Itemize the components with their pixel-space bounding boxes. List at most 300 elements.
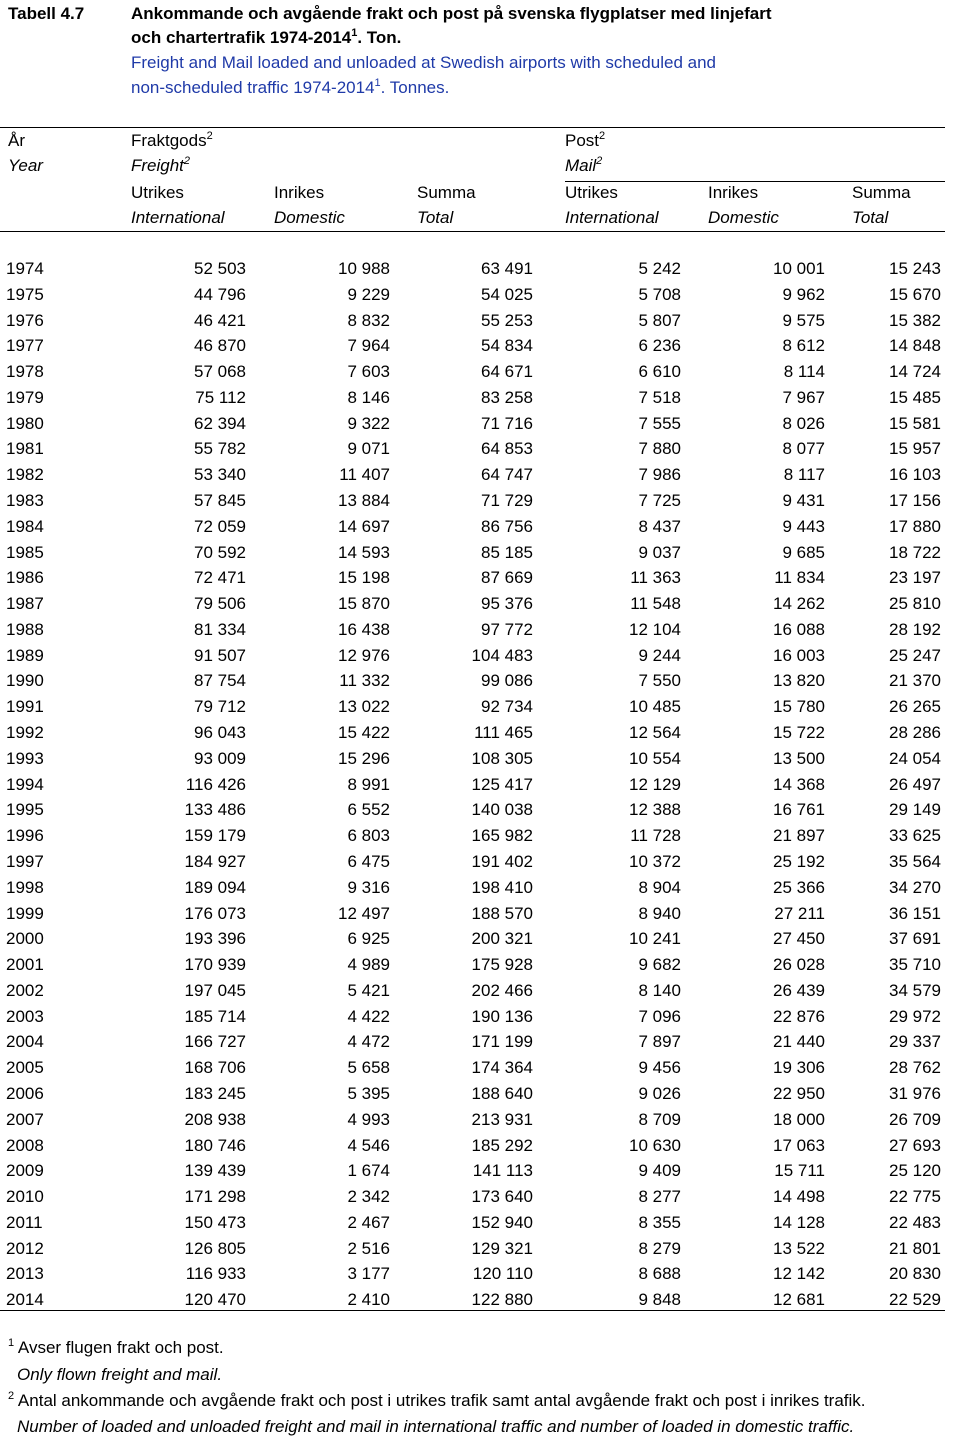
freight-international-cell: 57 845 bbox=[194, 491, 246, 511]
mail-international-cell: 12 564 bbox=[629, 723, 681, 743]
mail-international-cell: 8 437 bbox=[638, 516, 681, 536]
freight-total-cell: 174 364 bbox=[471, 1058, 533, 1078]
year-cell: 1974 bbox=[6, 259, 44, 278]
freight-international-cell: 189 094 bbox=[184, 877, 246, 897]
year-cell: 1986 bbox=[6, 568, 44, 588]
freight-international-cell: 93 009 bbox=[194, 748, 246, 768]
mail-international-cell: 5 708 bbox=[638, 284, 681, 304]
mail-international-cell: 9 244 bbox=[638, 645, 681, 665]
mail-total-cell: 14 848 bbox=[889, 336, 941, 356]
table-row bbox=[0, 720, 960, 746]
mail-total-cell: 21 370 bbox=[889, 671, 941, 691]
freight-total-cell: 188 640 bbox=[471, 1083, 533, 1103]
mail-international-cell: 9 026 bbox=[638, 1083, 681, 1103]
freight-international-cell: 79 712 bbox=[194, 697, 246, 717]
mail-total-cell: 35 710 bbox=[889, 955, 941, 975]
table-row bbox=[0, 926, 960, 952]
year-cell: 2006 bbox=[6, 1083, 44, 1103]
year-cell: 1995 bbox=[6, 800, 44, 820]
freight-domestic-cell: 13 884 bbox=[338, 491, 390, 511]
table-bottom-rule bbox=[0, 1310, 945, 1311]
year-header-english: Year bbox=[8, 156, 43, 175]
freight-domestic-cell: 5 658 bbox=[347, 1058, 390, 1078]
mail-domestic-cell: 7 967 bbox=[782, 387, 825, 407]
freight-international-cell: 91 507 bbox=[194, 645, 246, 665]
year-cell: 2001 bbox=[6, 955, 44, 975]
mail-domestic-cell: 21 440 bbox=[773, 1032, 825, 1052]
freight-total-cell: 71 716 bbox=[481, 413, 533, 433]
freight-total-cell: 125 417 bbox=[471, 774, 533, 794]
table-row bbox=[0, 617, 960, 643]
sub-header-freight-international-en: International bbox=[131, 208, 225, 227]
mail-total-cell: 28 286 bbox=[889, 723, 941, 743]
freight-domestic-cell: 8 832 bbox=[347, 310, 390, 330]
freight-domestic-cell: 8 991 bbox=[347, 774, 390, 794]
freight-domestic-cell: 3 177 bbox=[347, 1264, 390, 1284]
year-cell: 2008 bbox=[6, 1135, 44, 1155]
freight-international-cell: 168 706 bbox=[184, 1058, 246, 1078]
sub-header-freight-domestic-en: Domestic bbox=[274, 208, 345, 227]
freight-international-cell: 150 473 bbox=[184, 1212, 246, 1232]
mail-total-cell: 26 265 bbox=[889, 697, 941, 717]
sub-header-freight-international-sv: Utrikes bbox=[131, 183, 184, 202]
freight-international-cell: 87 754 bbox=[194, 671, 246, 691]
mail-international-cell: 8 904 bbox=[638, 877, 681, 897]
year-cell: 1999 bbox=[6, 903, 44, 923]
mail-domestic-cell: 17 063 bbox=[773, 1135, 825, 1155]
mail-domestic-cell: 12 142 bbox=[773, 1264, 825, 1284]
table-row bbox=[0, 746, 960, 772]
mail-total-cell: 15 485 bbox=[889, 387, 941, 407]
freight-total-cell: 202 466 bbox=[471, 980, 533, 1000]
header-bottom-rule bbox=[0, 231, 945, 232]
year-cell: 1991 bbox=[6, 697, 44, 717]
year-cell: 1987 bbox=[6, 594, 44, 614]
freight-international-cell: 180 746 bbox=[184, 1135, 246, 1155]
mail-international-cell: 10 630 bbox=[629, 1135, 681, 1155]
freight-international-cell: 197 045 bbox=[184, 980, 246, 1000]
year-cell: 2007 bbox=[6, 1109, 44, 1129]
freight-international-cell: 46 870 bbox=[194, 336, 246, 356]
freight-domestic-cell: 6 803 bbox=[347, 826, 390, 846]
mail-domestic-cell: 10 001 bbox=[773, 259, 825, 278]
mail-international-cell: 7 986 bbox=[638, 465, 681, 485]
year-cell: 2011 bbox=[6, 1212, 43, 1232]
freight-total-cell: 97 772 bbox=[481, 619, 533, 639]
mail-total-cell: 28 192 bbox=[889, 619, 941, 639]
freight-total-cell: 200 321 bbox=[471, 929, 533, 949]
year-cell: 2010 bbox=[6, 1187, 44, 1207]
footnote-2-swedish: $^2$ Antal ankommande och avgående frakt och post i utrikes trafik samt antal avgående frakt och post i inrikes trafik. bbox=[8, 1390, 866, 1410]
year-cell: 2013 bbox=[6, 1264, 44, 1284]
mail-international-cell: 6 236 bbox=[638, 336, 681, 356]
year-cell: 1996 bbox=[6, 826, 44, 846]
title-swedish-line-1: Ankommande och avgående frakt och post på svenska flygplatser med linjefart bbox=[131, 4, 772, 23]
table-row bbox=[0, 462, 960, 488]
mail-total-cell: 17 880 bbox=[889, 516, 941, 536]
table-row bbox=[0, 1236, 960, 1262]
mail-international-cell: 9 409 bbox=[638, 1161, 681, 1181]
table-row bbox=[0, 385, 960, 411]
year-cell: 1983 bbox=[6, 491, 44, 511]
mail-total-cell: 36 151 bbox=[889, 903, 941, 923]
table-row bbox=[0, 1261, 960, 1287]
freight-domestic-cell: 6 475 bbox=[347, 851, 390, 871]
mail-domestic-cell: 19 306 bbox=[773, 1058, 825, 1078]
year-cell: 1985 bbox=[6, 542, 44, 562]
year-cell: 1988 bbox=[6, 619, 44, 639]
mail-domestic-cell: 9 431 bbox=[782, 491, 825, 511]
mail-header-english: Mail$^2$ bbox=[565, 155, 603, 175]
freight-international-cell: 159 179 bbox=[184, 826, 246, 846]
mail-international-cell: 8 688 bbox=[638, 1264, 681, 1284]
mail-total-cell: 23 197 bbox=[889, 568, 941, 588]
table-row bbox=[0, 1029, 960, 1055]
freight-total-cell: 64 671 bbox=[481, 362, 533, 382]
freight-domestic-cell: 4 422 bbox=[347, 1006, 390, 1026]
freight-international-cell: 62 394 bbox=[194, 413, 246, 433]
mail-domestic-cell: 8 114 bbox=[783, 362, 825, 382]
mail-total-cell: 15 670 bbox=[889, 284, 941, 304]
freight-international-cell: 116 933 bbox=[185, 1264, 246, 1284]
mail-international-cell: 5 807 bbox=[638, 310, 681, 330]
freight-domestic-cell: 2 516 bbox=[347, 1238, 390, 1258]
mail-domestic-cell: 8 026 bbox=[782, 413, 825, 433]
table-row bbox=[0, 772, 960, 798]
mail-international-cell: 8 140 bbox=[638, 980, 681, 1000]
mail-domestic-cell: 14 498 bbox=[773, 1187, 825, 1207]
mail-international-cell: 7 555 bbox=[638, 413, 681, 433]
mail-domestic-cell: 9 962 bbox=[782, 284, 825, 304]
freight-header-english: Freight$^2$ bbox=[131, 155, 191, 175]
freight-international-cell: 120 470 bbox=[184, 1290, 246, 1310]
table-label: Tabell 4.7 bbox=[8, 4, 85, 23]
freight-domestic-cell: 6 925 bbox=[347, 929, 390, 949]
year-cell: 1975 bbox=[6, 284, 44, 304]
freight-total-cell: 108 305 bbox=[471, 748, 533, 768]
mail-total-cell: 37 691 bbox=[889, 929, 941, 949]
table-row bbox=[0, 308, 960, 334]
mail-international-cell: 10 372 bbox=[629, 851, 681, 871]
mail-international-cell: 7 518 bbox=[638, 387, 681, 407]
freight-domestic-cell: 1 674 bbox=[347, 1161, 390, 1181]
freight-domestic-cell: 9 316 bbox=[347, 877, 390, 897]
sub-header-mail-total-sv: Summa bbox=[852, 183, 911, 202]
freight-international-cell: 46 421 bbox=[194, 310, 246, 330]
mail-domestic-cell: 14 128 bbox=[773, 1212, 825, 1232]
freight-international-cell: 183 245 bbox=[184, 1083, 246, 1103]
table-row bbox=[0, 978, 960, 1004]
mail-total-cell: 21 801 bbox=[889, 1238, 941, 1258]
freight-international-cell: 208 938 bbox=[184, 1109, 246, 1129]
freight-international-cell: 72 471 bbox=[194, 568, 246, 588]
freight-total-cell: 173 640 bbox=[471, 1187, 533, 1207]
mail-international-cell: 10 241 bbox=[629, 929, 681, 949]
freight-domestic-cell: 5 421 bbox=[347, 980, 390, 1000]
mail-international-cell: 11 728 bbox=[630, 826, 681, 846]
mail-total-cell: 29 337 bbox=[889, 1032, 941, 1052]
freight-total-cell: 71 729 bbox=[481, 491, 533, 511]
table-row bbox=[0, 1210, 960, 1236]
sub-header-freight-total-sv: Summa bbox=[417, 183, 476, 202]
freight-international-cell: 171 298 bbox=[184, 1187, 246, 1207]
mail-domestic-cell: 22 950 bbox=[773, 1083, 825, 1103]
table-row bbox=[0, 952, 960, 978]
table-row bbox=[0, 591, 960, 617]
mail-header-swedish: Post$^2$ bbox=[565, 130, 606, 150]
freight-domestic-cell: 4 546 bbox=[347, 1135, 390, 1155]
table-row bbox=[0, 565, 960, 591]
sub-header-mail-domestic-en: Domestic bbox=[708, 208, 779, 227]
freight-international-cell: 126 805 bbox=[184, 1238, 246, 1258]
freight-total-cell: 104 483 bbox=[471, 645, 533, 665]
mail-domestic-cell: 22 876 bbox=[773, 1006, 825, 1026]
freight-international-cell: 75 112 bbox=[195, 387, 246, 407]
freight-domestic-cell: 15 870 bbox=[338, 594, 390, 614]
table-row bbox=[0, 849, 960, 875]
freight-domestic-cell: 2 467 bbox=[347, 1212, 390, 1232]
title-english-line-1: Freight and Mail loaded and unloaded at Swedish airports with scheduled and bbox=[131, 53, 716, 72]
freight-international-cell: 72 059 bbox=[194, 516, 246, 536]
mail-total-cell: 15 243 bbox=[889, 259, 941, 278]
year-cell: 2014 bbox=[6, 1290, 44, 1310]
freight-total-cell: 129 321 bbox=[471, 1238, 533, 1258]
freight-total-cell: 63 491 bbox=[481, 259, 533, 278]
freight-total-cell: 64 853 bbox=[481, 439, 533, 459]
mail-total-cell: 26 497 bbox=[889, 774, 941, 794]
freight-international-cell: 176 073 bbox=[184, 903, 246, 923]
freight-total-cell: 111 465 bbox=[474, 723, 533, 743]
year-cell: 2012 bbox=[6, 1238, 44, 1258]
year-cell: 1998 bbox=[6, 877, 44, 897]
table-row bbox=[0, 797, 960, 823]
freight-domestic-cell: 12 497 bbox=[338, 903, 390, 923]
table-row bbox=[0, 1107, 960, 1133]
freight-total-cell: 86 756 bbox=[481, 516, 533, 536]
freight-domestic-cell: 11 332 bbox=[339, 671, 390, 691]
sub-header-freight-domestic-sv: Inrikes bbox=[274, 183, 325, 202]
mail-total-cell: 15 581 bbox=[889, 413, 941, 433]
mail-domestic-cell: 16 088 bbox=[773, 619, 825, 639]
table-row bbox=[0, 694, 960, 720]
freight-domestic-cell: 10 988 bbox=[338, 259, 390, 278]
freight-domestic-cell: 15 296 bbox=[338, 748, 390, 768]
mail-domestic-cell: 16 761 bbox=[773, 800, 825, 820]
mail-international-cell: 9 456 bbox=[638, 1058, 681, 1078]
mail-total-cell: 22 483 bbox=[889, 1212, 941, 1232]
sub-header-freight-total-en: Total bbox=[417, 208, 454, 227]
footnote-1-swedish: $^1$ Avser flugen frakt och post. bbox=[8, 1337, 224, 1357]
mail-total-cell: 24 054 bbox=[889, 748, 941, 768]
freight-domestic-cell: 9 071 bbox=[347, 439, 390, 459]
title-swedish-line-2: och chartertrafik 1974-2014$^1$. Ton. bbox=[131, 27, 402, 47]
mail-total-cell: 22 529 bbox=[889, 1290, 941, 1310]
freight-total-cell: 191 402 bbox=[471, 851, 533, 871]
table-row bbox=[0, 1158, 960, 1184]
mail-total-cell: 34 579 bbox=[889, 980, 941, 1000]
freight-domestic-cell: 4 472 bbox=[347, 1032, 390, 1052]
mail-total-cell: 34 270 bbox=[889, 877, 941, 897]
freight-international-cell: 79 506 bbox=[194, 594, 246, 614]
freight-total-cell: 165 982 bbox=[471, 826, 533, 846]
year-cell: 1992 bbox=[6, 723, 44, 743]
mail-domestic-cell: 21 897 bbox=[773, 826, 825, 846]
table-row bbox=[0, 411, 960, 437]
footnote-1-english: Only flown freight and mail. bbox=[17, 1365, 223, 1384]
year-cell: 1984 bbox=[6, 516, 44, 536]
mail-total-cell: 18 722 bbox=[889, 542, 941, 562]
freight-international-cell: 193 396 bbox=[184, 929, 246, 949]
freight-domestic-cell: 2 410 bbox=[347, 1290, 390, 1310]
freight-domestic-cell: 4 989 bbox=[347, 955, 390, 975]
year-cell: 1980 bbox=[6, 413, 44, 433]
mail-domestic-cell: 25 192 bbox=[773, 851, 825, 871]
freight-international-cell: 52 503 bbox=[194, 259, 246, 278]
table-row bbox=[0, 436, 960, 462]
year-cell: 1978 bbox=[6, 362, 44, 382]
mail-total-cell: 25 120 bbox=[889, 1161, 941, 1181]
mail-international-cell: 8 940 bbox=[638, 903, 681, 923]
freight-total-cell: 83 258 bbox=[481, 387, 533, 407]
table-row bbox=[0, 1055, 960, 1081]
year-cell: 1990 bbox=[6, 671, 44, 691]
freight-domestic-cell: 2 342 bbox=[347, 1187, 390, 1207]
freight-domestic-cell: 15 198 bbox=[338, 568, 390, 588]
freight-international-cell: 96 043 bbox=[194, 723, 246, 743]
mail-total-cell: 17 156 bbox=[889, 491, 941, 511]
mail-total-cell: 31 976 bbox=[889, 1083, 941, 1103]
table-row bbox=[0, 256, 960, 282]
freight-international-cell: 133 486 bbox=[184, 800, 246, 820]
freight-international-cell: 81 334 bbox=[194, 619, 246, 639]
freight-total-cell: 141 113 bbox=[472, 1161, 533, 1181]
mail-total-cell: 27 693 bbox=[889, 1135, 941, 1155]
table-row bbox=[0, 333, 960, 359]
mail-domestic-cell: 9 443 bbox=[782, 516, 825, 536]
freight-total-cell: 213 931 bbox=[471, 1109, 533, 1129]
mail-international-cell: 9 037 bbox=[638, 542, 681, 562]
freight-domestic-cell: 15 422 bbox=[338, 723, 390, 743]
mail-domestic-cell: 8 077 bbox=[782, 439, 825, 459]
mail-domestic-cell: 15 711 bbox=[774, 1161, 825, 1181]
table-row bbox=[0, 823, 960, 849]
freight-total-cell: 185 292 bbox=[471, 1135, 533, 1155]
freight-international-cell: 70 592 bbox=[194, 542, 246, 562]
mail-total-cell: 28 762 bbox=[889, 1058, 941, 1078]
year-cell: 2002 bbox=[6, 980, 44, 1000]
mail-total-cell: 20 830 bbox=[889, 1264, 941, 1284]
freight-domestic-cell: 8 146 bbox=[347, 387, 390, 407]
year-cell: 1993 bbox=[6, 748, 44, 768]
mail-international-cell: 12 129 bbox=[629, 774, 681, 794]
freight-domestic-cell: 14 697 bbox=[338, 516, 390, 536]
mail-total-cell: 25 810 bbox=[889, 594, 941, 614]
mail-domestic-cell: 13 500 bbox=[773, 748, 825, 768]
table-row bbox=[0, 901, 960, 927]
mail-international-cell: 5 242 bbox=[638, 259, 681, 278]
freight-total-cell: 87 669 bbox=[481, 568, 533, 588]
mail-international-cell: 9 848 bbox=[638, 1290, 681, 1310]
freight-domestic-cell: 7 964 bbox=[347, 336, 390, 356]
table-row bbox=[0, 1081, 960, 1107]
mail-domestic-cell: 26 028 bbox=[773, 955, 825, 975]
mail-domestic-cell: 11 834 bbox=[774, 568, 825, 588]
freight-international-cell: 139 439 bbox=[184, 1161, 246, 1181]
mail-international-cell: 7 880 bbox=[638, 439, 681, 459]
mail-international-cell: 7 550 bbox=[638, 671, 681, 691]
mail-domestic-cell: 13 522 bbox=[773, 1238, 825, 1258]
freight-domestic-cell: 14 593 bbox=[338, 542, 390, 562]
mail-domestic-cell: 27 450 bbox=[773, 929, 825, 949]
mail-domestic-cell: 8 612 bbox=[782, 336, 825, 356]
year-cell: 1976 bbox=[6, 310, 44, 330]
mail-total-cell: 14 724 bbox=[889, 362, 941, 382]
freight-international-cell: 57 068 bbox=[194, 362, 246, 382]
mail-international-cell: 7 725 bbox=[638, 491, 681, 511]
freight-total-cell: 99 086 bbox=[481, 671, 533, 691]
freight-international-cell: 166 727 bbox=[184, 1032, 246, 1052]
sub-header-mail-international-en: International bbox=[565, 208, 659, 227]
table-row bbox=[0, 359, 960, 385]
freight-international-cell: 185 714 bbox=[184, 1006, 246, 1026]
freight-total-cell: 171 199 bbox=[471, 1032, 533, 1052]
mail-domestic-cell: 14 368 bbox=[773, 774, 825, 794]
mail-international-cell: 7 897 bbox=[638, 1032, 681, 1052]
freight-international-cell: 116 426 bbox=[185, 774, 246, 794]
freight-total-cell: 54 025 bbox=[481, 284, 533, 304]
freight-total-cell: 188 570 bbox=[471, 903, 533, 923]
year-cell: 1979 bbox=[6, 387, 44, 407]
mail-domestic-cell: 14 262 bbox=[773, 594, 825, 614]
table-row bbox=[0, 875, 960, 901]
mail-domestic-cell: 13 820 bbox=[773, 671, 825, 691]
table-row bbox=[0, 643, 960, 669]
mail-total-cell: 15 382 bbox=[889, 310, 941, 330]
freight-domestic-cell: 13 022 bbox=[338, 697, 390, 717]
table-row bbox=[0, 1004, 960, 1030]
freight-total-cell: 95 376 bbox=[481, 594, 533, 614]
freight-domestic-cell: 16 438 bbox=[338, 619, 390, 639]
mail-international-cell: 8 277 bbox=[638, 1187, 681, 1207]
mail-domestic-cell: 27 211 bbox=[774, 903, 825, 923]
freight-international-cell: 184 927 bbox=[184, 851, 246, 871]
table-row bbox=[0, 514, 960, 540]
table-row bbox=[0, 540, 960, 566]
mail-international-cell: 7 096 bbox=[638, 1006, 681, 1026]
table-row bbox=[0, 1184, 960, 1210]
mail-international-cell: 10 485 bbox=[629, 697, 681, 717]
freight-total-cell: 85 185 bbox=[481, 542, 533, 562]
freight-total-cell: 175 928 bbox=[471, 955, 533, 975]
year-cell: 1977 bbox=[6, 336, 44, 356]
title-english-line-2: non-scheduled traffic 1974-2014$^1$. Tonnes. bbox=[131, 77, 450, 97]
freight-header-swedish: Fraktgods$^2$ bbox=[131, 130, 213, 150]
mail-international-cell: 9 682 bbox=[638, 955, 681, 975]
year-cell: 2003 bbox=[6, 1006, 44, 1026]
freight-domestic-cell: 12 976 bbox=[338, 645, 390, 665]
mail-total-cell: 22 775 bbox=[889, 1187, 941, 1207]
freight-total-cell: 198 410 bbox=[471, 877, 533, 897]
year-cell: 1981 bbox=[6, 439, 44, 459]
year-cell: 1997 bbox=[6, 851, 44, 871]
mail-domestic-cell: 9 685 bbox=[782, 542, 825, 562]
mail-total-cell: 35 564 bbox=[889, 851, 941, 871]
mail-international-cell: 6 610 bbox=[638, 362, 681, 382]
freight-international-cell: 170 939 bbox=[184, 955, 246, 975]
freight-international-cell: 44 796 bbox=[194, 284, 246, 304]
freight-domestic-cell: 4 993 bbox=[347, 1109, 390, 1129]
table-row bbox=[0, 488, 960, 514]
